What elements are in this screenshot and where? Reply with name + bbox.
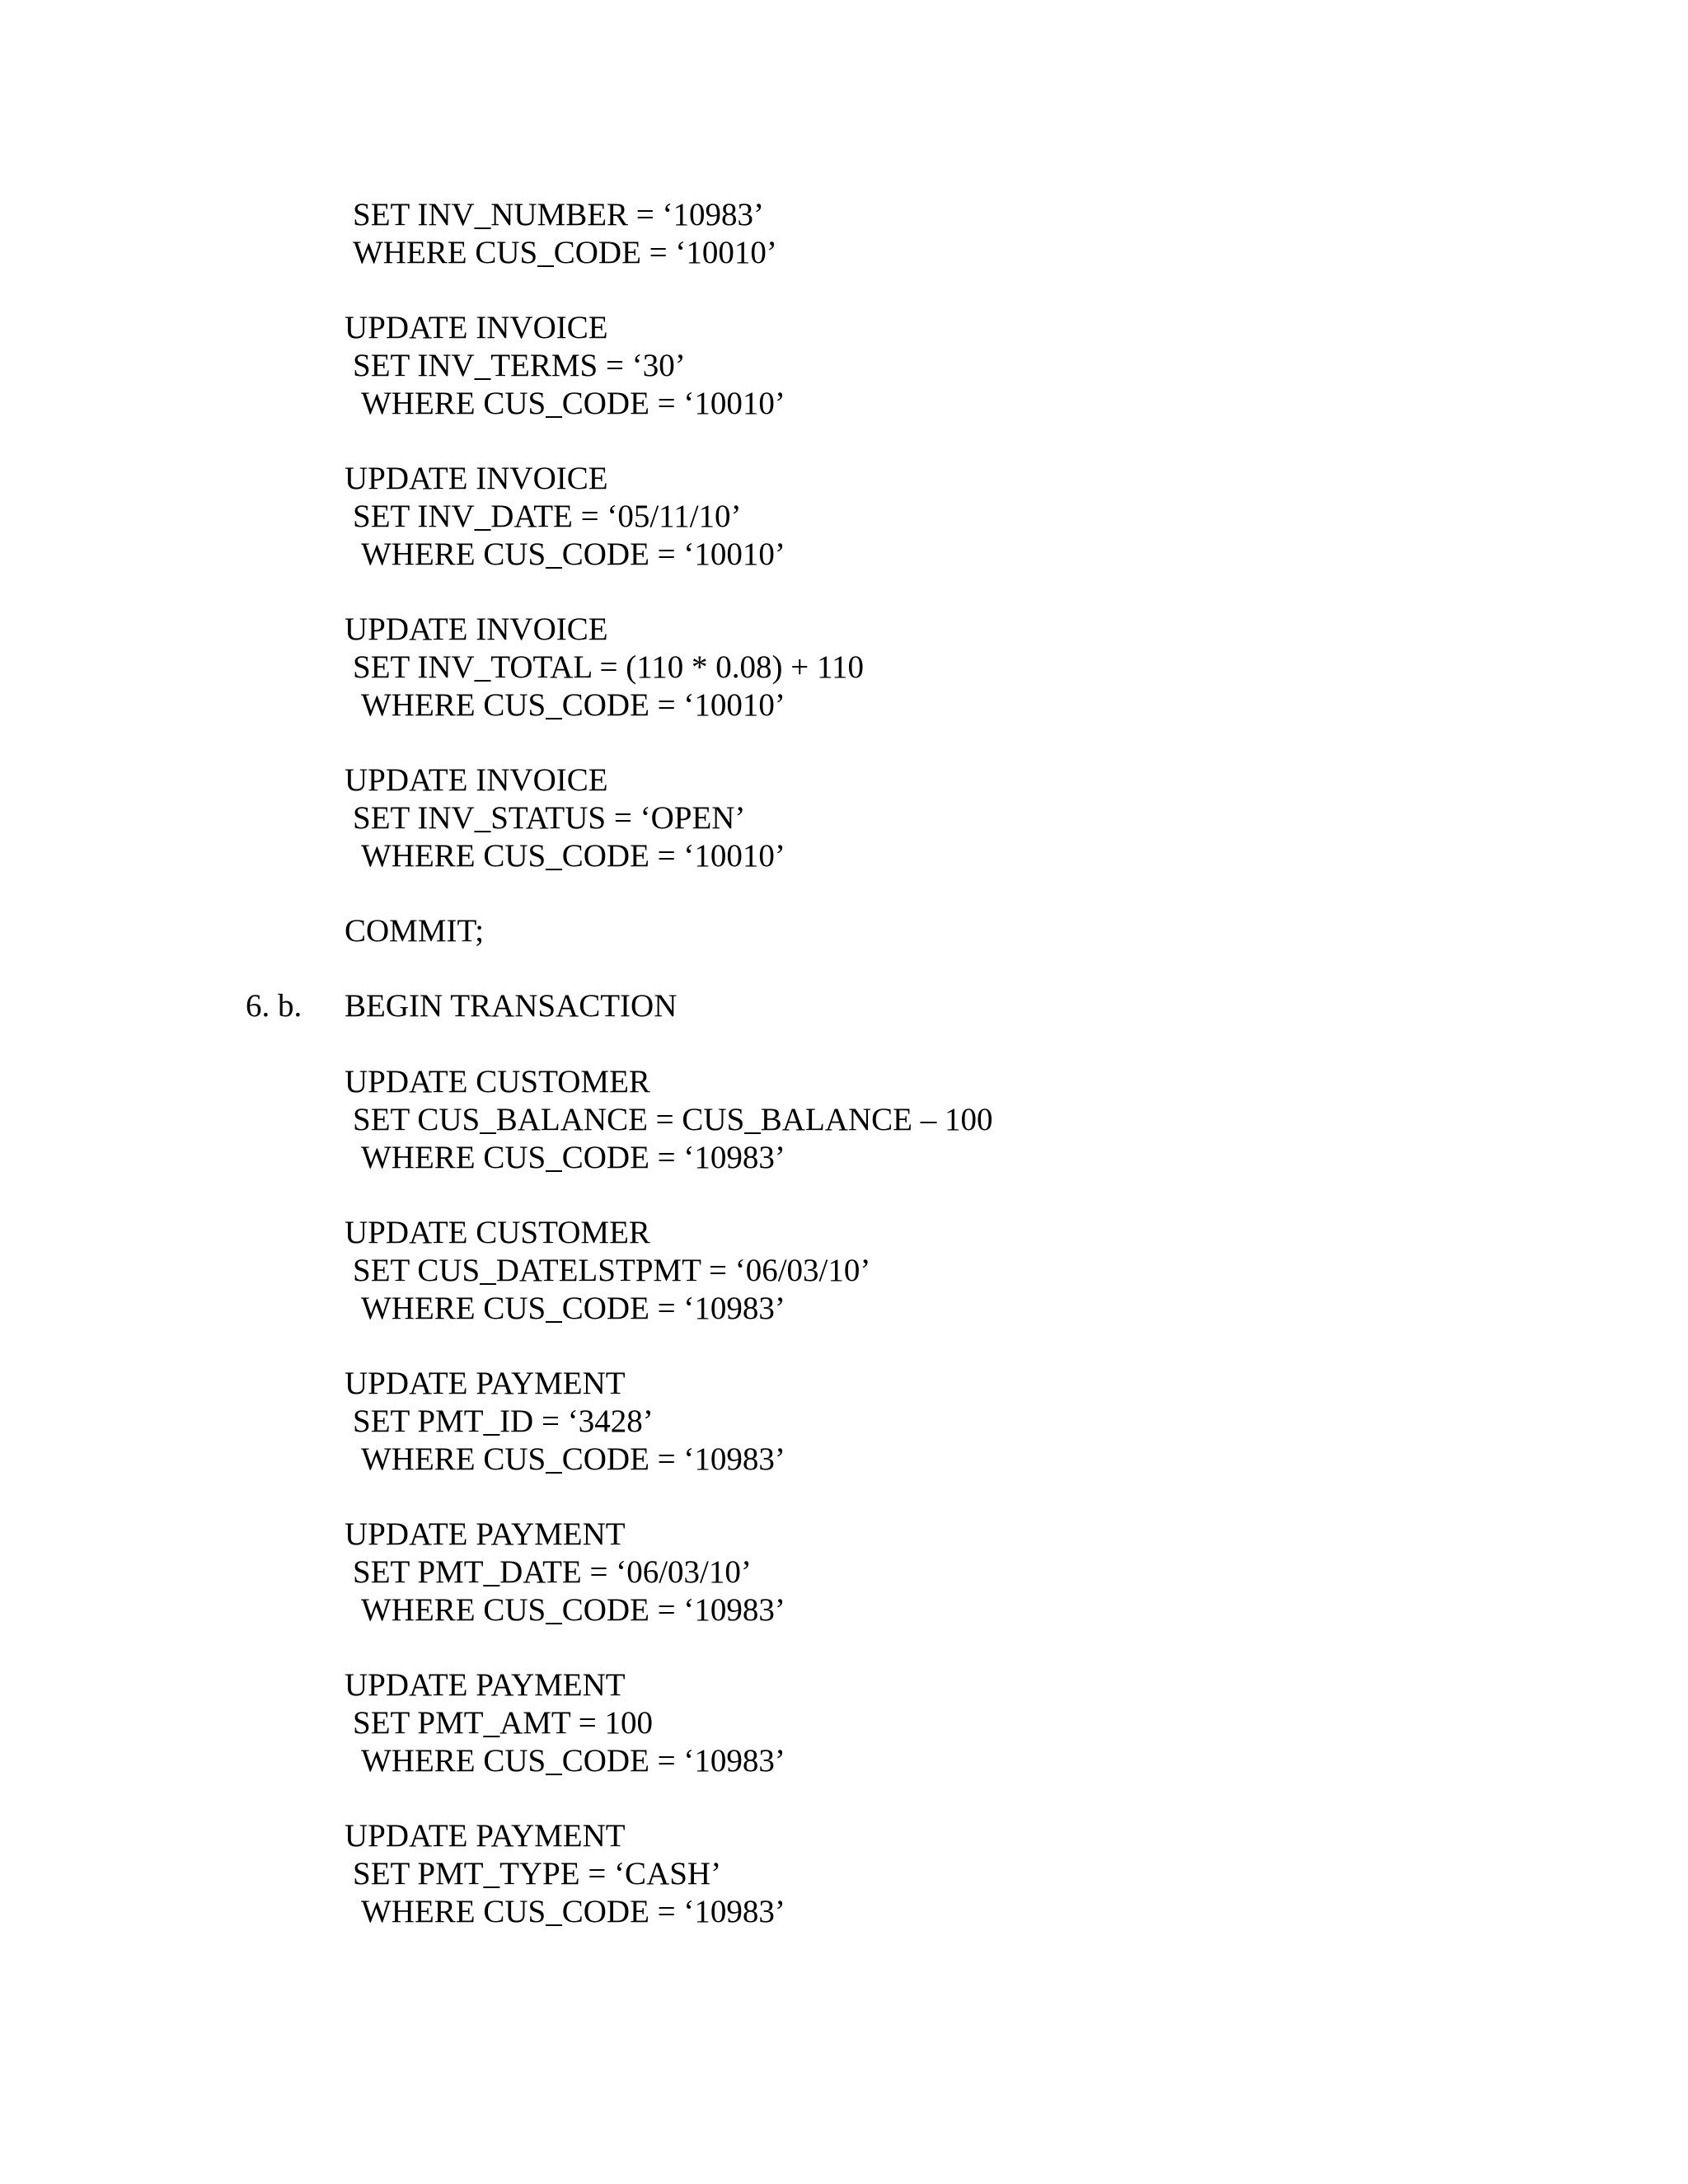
- text-line: SET PMT_ID = ‘3428’: [353, 1404, 654, 1439]
- text-line: SET PMT_TYPE = ‘CASH’: [353, 1856, 722, 1891]
- text-line: WHERE CUS_CODE = ‘10010’: [361, 838, 785, 874]
- text-line: WHERE CUS_CODE = ‘10983’: [361, 1743, 785, 1779]
- text-line: WHERE CUS_CODE = ‘10010’: [361, 537, 785, 572]
- text-line: SET INV_STATUS = ‘OPEN’: [353, 800, 746, 836]
- text-line: UPDATE CUSTOMER: [345, 1215, 650, 1250]
- text-line: SET INV_DATE = ‘05/11/10’: [353, 499, 742, 534]
- text-line: UPDATE CUSTOMER: [345, 1064, 650, 1099]
- text-line: SET PMT_DATE = ‘06/03/10’: [353, 1554, 752, 1590]
- text-line: WHERE CUS_CODE = ‘10983’: [361, 1894, 785, 1929]
- text-line: UPDATE PAYMENT: [345, 1516, 626, 1552]
- text-line: WHERE CUS_CODE = ‘10983’: [361, 1592, 785, 1628]
- text-line: SET CUS_DATELSTPMT = ‘06/03/10’: [353, 1253, 871, 1288]
- text-line: UPDATE INVOICE: [345, 762, 608, 798]
- text-line: SET PMT_AMT = 100: [353, 1705, 654, 1741]
- text-line: SET INV_NUMBER = ‘10983’: [353, 197, 765, 232]
- text-line: UPDATE PAYMENT: [345, 1366, 626, 1401]
- text-line: UPDATE PAYMENT: [345, 1818, 626, 1854]
- text-line: SET CUS_BALANCE = CUS_BALANCE – 100: [353, 1102, 993, 1137]
- text-line: WHERE CUS_CODE = ‘10983’: [361, 1291, 785, 1326]
- text-line: WHERE CUS_CODE = ‘10010’: [361, 687, 785, 723]
- item-number: 6. b.: [246, 988, 302, 1024]
- text-line: UPDATE PAYMENT: [345, 1667, 626, 1703]
- text-line: SET INV_TERMS = ‘30’: [353, 348, 686, 383]
- text-line: UPDATE INVOICE: [345, 461, 608, 496]
- text-line: UPDATE INVOICE: [345, 310, 608, 345]
- text-line: WHERE CUS_CODE = ‘10983’: [361, 1441, 785, 1477]
- text-line: SET INV_TOTAL = (110 * 0.08) + 110: [353, 649, 865, 685]
- text-line: UPDATE INVOICE: [345, 612, 608, 647]
- text-line: WHERE CUS_CODE = ‘10010’: [353, 235, 777, 270]
- text-line: COMMIT;: [345, 913, 485, 949]
- text-line: WHERE CUS_CODE = ‘10010’: [361, 386, 785, 421]
- text-line: WHERE CUS_CODE = ‘10983’: [361, 1140, 785, 1175]
- text-line: BEGIN TRANSACTION: [345, 988, 678, 1024]
